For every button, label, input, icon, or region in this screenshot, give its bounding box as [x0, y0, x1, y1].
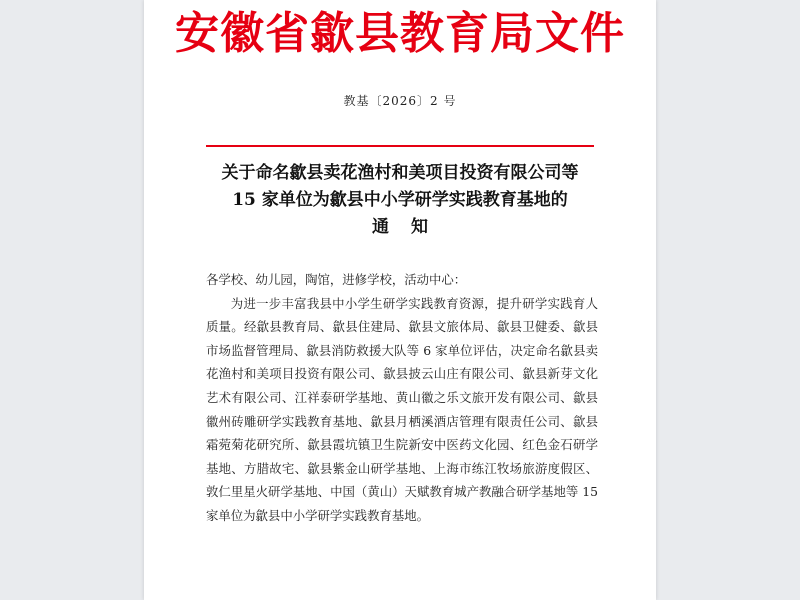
document-title: [184, 160, 616, 241]
document-header: 安徽省歙县教育局文件: [175, 8, 625, 59]
title-line-3: 通知: [372, 217, 450, 237]
salutation: 各学校、幼儿园，陶馆，进修学校，活动中心：: [206, 272, 467, 287]
title-line-1: 关于命名歙县卖花渔村和美项目投资有限公司等: [221, 163, 579, 183]
red-divider: [206, 145, 594, 147]
document-number: 教基〔2026〕2 号: [343, 94, 457, 108]
title-line-2: 15 家单位为歙县中小学研学实践教育基地的: [232, 190, 568, 210]
body-paragraph: 为进一步丰富我县中小学生研学实践教育资源，提升研学实践育人质量。经歙县教育局、歙县住建局、歙县文旅体局、歙县卫健委、歙县市场监督管理局、歙县消防救援大队等 6 家单位评估，决定命名歙县卖花渔村和美项目投资有限公司、歙县披云山庄有限公司、歙县新芽文化艺术有限公司、江祥泰研学基地、黄山徽之乐文旅开发有限公司、歙县徽州砖雕研学实践教育基地、歙县月栖溪酒店管理有限责任公司、歙县霜菀菊花研究所、歙县霞坑镇卫生院新安中医药文化园、红色金石研学基地、方腊故宅、歙县紫金山研学基地、上海市练江牧场旅游度假区、敦仁里星火研学基地、中国（黄山）天赋教育城产教融合研学基地等 15 家单位为歙县中小学研学实践教育基地。: [206, 295, 598, 523]
document-body: [206, 268, 598, 528]
document-page: [144, 0, 656, 600]
